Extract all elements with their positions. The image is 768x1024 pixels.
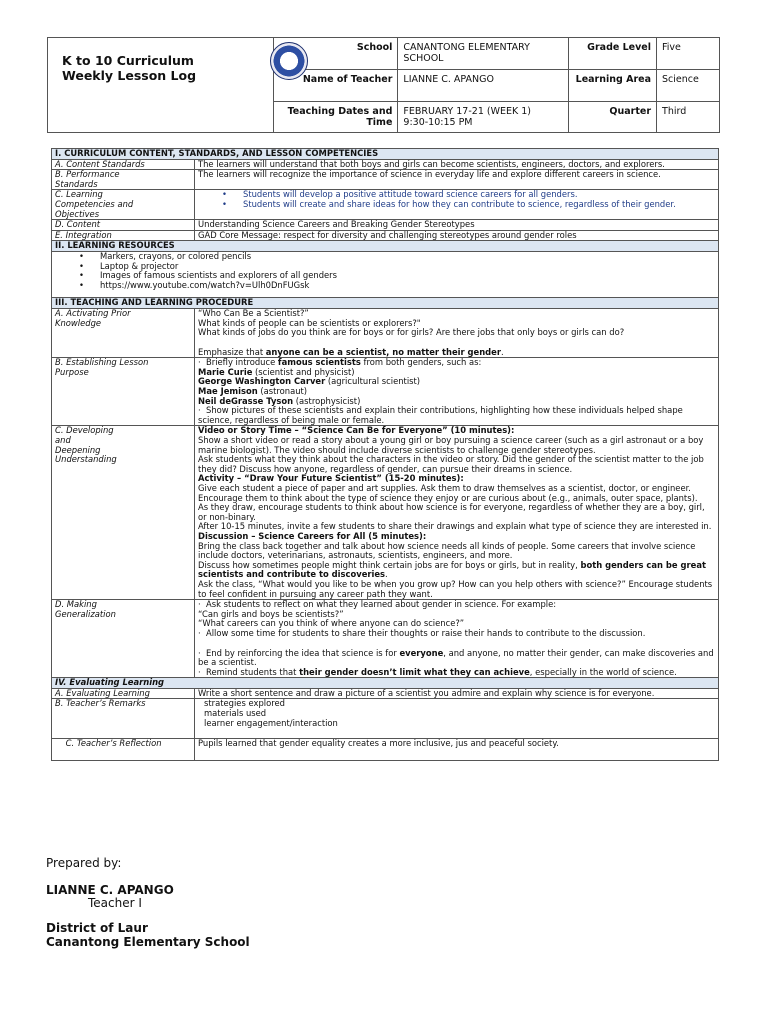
gen-line: “Can girls and boys be scientists?” — [198, 608, 344, 619]
deped-seal-logo — [270, 42, 308, 80]
content-text: Understanding Science Careers and Breaking Gender Stereotypes — [195, 220, 719, 231]
lesson-purpose-label: B. Establishing Lesson Purpose — [52, 358, 195, 426]
scientist-item: Neil deGrasse Tyson (astrophysicist) — [198, 395, 361, 406]
prepared-by: Prepared by: — [46, 856, 122, 870]
preparer-position: Teacher I — [88, 896, 142, 910]
video-text: Show a short video or read a story about a young girl or boy pursuing a science career (such as a girl astronaut or a boy marine biologist). The video should include diverse scientists to challenge gender stereotypes. — [198, 435, 704, 455]
teacher-value: LIANNE C. APANGO — [398, 70, 569, 102]
gen-remind: · Remind students that their gender doesn’t limit what they can achieve, especially in the world of science. — [198, 668, 715, 678]
scientist-item: George Washington Carver (agricultural scientist) — [198, 376, 421, 387]
resource-item: • Images of famous scientists and explorers of all genders — [55, 271, 715, 281]
remarks-label: B. Teacher’s Remarks — [52, 699, 195, 739]
lesson-purpose-content — [195, 358, 719, 426]
gen-line: · Allow some time for students to share their thoughts or raise their hands to contribute to the discussion. — [198, 629, 715, 639]
quarter-value: Third — [657, 102, 720, 133]
log-title — [48, 38, 274, 133]
remark-item: learner engagement/interaction — [204, 717, 338, 728]
evaluating-text: Write a short sentence and draw a picture of a scientist you admire and explain why science is for everyone. — [195, 688, 719, 699]
discussion-heading: Discussion – Science Careers for All (5 minutes): — [198, 530, 427, 541]
area-label: Learning Area — [569, 70, 657, 102]
lesson-table — [51, 148, 719, 761]
remarks-list — [195, 699, 719, 739]
resources-list — [52, 251, 719, 297]
quarter-label: Quarter — [569, 102, 657, 133]
section-4-title: IV. Evaluating Learning — [52, 678, 719, 689]
discussion-text: Bring the class back together and talk about how science needs all kinds of people. Some careers that involve science include doctors, veterinarians, astronauts, scientists, engineers, and more. — [198, 540, 696, 561]
objective-item: • Students will develop a positive attitude toward science careers for all genders. — [198, 190, 715, 200]
evaluating-label: A. Evaluating Learning — [52, 688, 195, 699]
purpose-pictures: · Show pictures of these scientists and explain their contributions, highlighting how these individuals helped shape science, regardless of being male or female. — [198, 406, 715, 425]
preparer-name: LIANNE C. APANGO — [46, 883, 174, 897]
activity-text: Give each student a piece of paper and art supplies. Ask them to draw themselves as a scientist, doctor, or engineer. Encourage them to think about the type of science they enjoy or are curious about (e.g., animals, outer space, plants). — [198, 483, 698, 503]
title-line-1: K to 10 Curriculum — [62, 53, 194, 68]
section-3-title: III. TEACHING AND LEARNING PROCEDURE — [52, 298, 719, 309]
school-value: CANANTONG ELEMENTARY SCHOOL — [398, 38, 569, 70]
generalization-content — [195, 600, 719, 678]
prior-knowledge-content — [195, 308, 719, 357]
prior-line: “Who Can Be a Scientist?” — [198, 307, 309, 318]
gen-line: “What careers can you think of where anyone can do science?” — [198, 618, 465, 629]
discussion-gender: Discuss how sometimes people might think certain jobs are for boys or girls, but in reality, both genders can be great scientists and contribute to discoveries. — [198, 559, 706, 580]
scientist-item: Mae Jemison (astronaut) — [198, 386, 308, 397]
content-standards-text: The learners will understand that both boys and girls can become scientists, engineers, doctors, and explorers. — [195, 159, 719, 170]
scientist-item: Marie Curie (scientist and physicist) — [198, 366, 355, 377]
gen-line: · Ask students to reflect on what they learned about gender in science. For example: — [198, 600, 715, 610]
resource-item: • Markers, crayons, or colored pencils — [55, 252, 715, 262]
integration-text: GAD Core Message: respect for diversity and challenging stereotypes around gender roles — [195, 230, 719, 241]
grade-value: Five — [657, 38, 720, 70]
district-name: District of Laur — [46, 921, 148, 935]
reflection-text: Pupils learned that gender equality creates a more inclusive, jus and peaceful society. — [195, 739, 719, 761]
developing-content — [195, 426, 719, 600]
developing-label: C. Developing and Deepening Understanding — [52, 426, 195, 600]
prior-line: What kinds of people can be scientists or explorers?" — [198, 317, 421, 328]
teacher-label: Name of Teacher — [273, 70, 398, 102]
purpose-intro: · Briefly introduce famous scientists from both genders, such as: — [198, 358, 715, 368]
reflection-label: C. Teacher’s Reflection — [52, 739, 195, 761]
dates-text: FEBRUARY 17-21 (WEEK 1) — [403, 106, 531, 117]
remark-item: strategies explored — [204, 698, 285, 709]
integration-label: E. Integration — [52, 230, 195, 241]
school-name: Canantong Elementary School — [46, 935, 250, 949]
prior-line: What kinds of jobs do you think are for boys or for girls? Are there jobs that only boys or girls can do? — [198, 327, 625, 338]
prior-knowledge-label: A. Activating Prior Knowledge — [52, 308, 195, 357]
gen-reinforce: · End by reinforcing the idea that science is for everyone, and anyone, no matter their gender, can make discoveries and be a scientist. — [198, 649, 715, 668]
school-label: School — [273, 38, 398, 70]
competencies-label: C. Learning Competencies and Objectives — [52, 190, 195, 220]
competencies-list — [195, 190, 719, 220]
activity-heading: Activity – “Draw Your Future Scientist” (15-20 minutes): — [198, 473, 464, 484]
resource-item: • Laptop & projector — [55, 262, 715, 272]
video-discussion: Ask students what they think about the characters in the video or story. Did the gender of the scientist matter to the job they did? Discuss how anyone, regardless of gender, can pursue their dreams in science. — [198, 454, 704, 474]
activity-share: After 10-15 minutes, invite a few students to share their drawings and explain what type of science they are interested in. — [198, 521, 712, 532]
resource-link[interactable]: • https://www.youtube.com/watch?v=Ulh0DnFUGsk — [55, 281, 715, 291]
generalization-label: D. Making Generalization — [52, 600, 195, 678]
dates-label: Teaching Dates and Time — [273, 102, 398, 133]
dates-value — [398, 102, 569, 133]
header-table — [47, 37, 720, 133]
remark-item: materials used — [204, 708, 267, 719]
time-text: 9:30-10:15 PM — [403, 117, 473, 128]
objective-item: • Students will create and share ideas for how they can contribute to science, regardless of their gender. — [198, 200, 715, 210]
video-heading: Video or Story Time – “Science Can Be for Everyone” (10 minutes): — [198, 425, 515, 436]
section-1-title: I. CURRICULUM CONTENT, STANDARDS, AND LESSON COMPETENCIES — [52, 149, 719, 160]
performance-standards-text: The learners will recognize the importance of science in everyday life and explore different careers in science. — [195, 170, 719, 190]
area-value: Science — [657, 70, 720, 102]
content-label: D. Content — [52, 220, 195, 231]
activity-draw: As they draw, encourage students to think about how science is for everyone, regardless of whether they are a boy, girl, or non-binary. — [198, 502, 705, 522]
discussion-ask: Ask the class, “What would you like to be when you grow up? How can you help others with science?” Encourage students to feel confident in pursuing any career path they want. — [198, 578, 713, 599]
title-line-2: Weekly Lesson Log — [62, 68, 197, 83]
performance-standards-label: B. Performance Standards — [52, 170, 195, 190]
prior-emphasis: Emphasize that anyone can be a scientist, no matter their gender. — [198, 346, 504, 357]
content-standards-label: A. Content Standards — [52, 159, 195, 170]
grade-label: Grade Level — [569, 38, 657, 70]
section-2-title: II. LEARNING RESOURCES — [52, 241, 719, 252]
